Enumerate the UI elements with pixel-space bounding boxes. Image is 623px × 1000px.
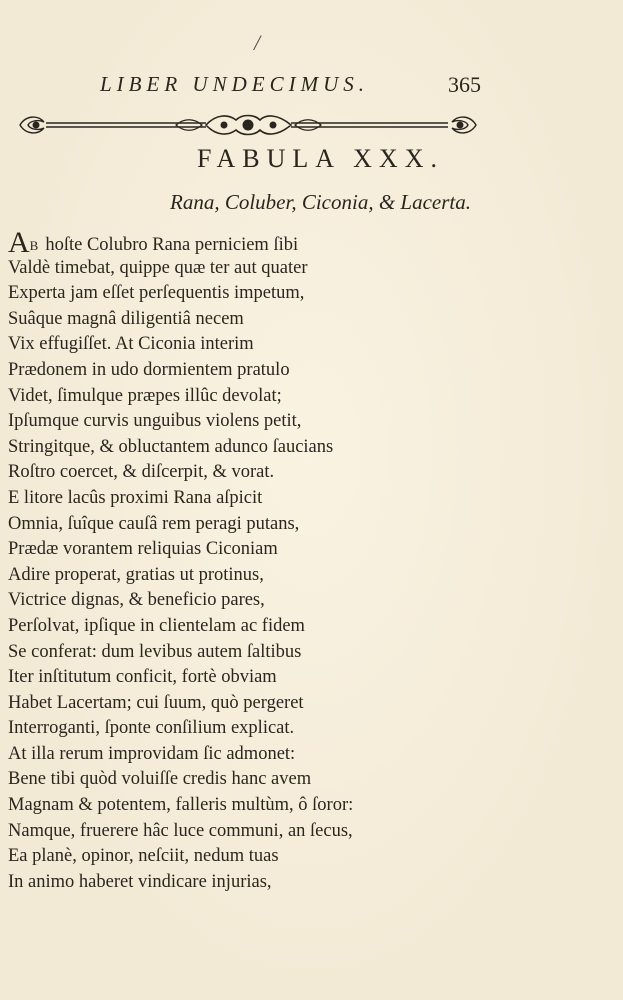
verse-line: Valdè timebat, quippe quæ ter aut quater [8,257,308,278]
verse-line: Magnam & potentem, falleris multùm, ô ſoror: [8,795,354,816]
verse-line: Perſolvat, ipſique in clientelam ac fidem [8,615,305,636]
verse-line: Interroganti, ſponte conſilium explicat. [8,718,295,739]
verse-line: Namque, fruerere hâc luce communi, an ſecus, [8,820,353,841]
verse-line: Habet Lacertam; cui ſuum, quò pergeret [8,692,304,713]
verse-line: Roſtro coercet, & diſcerpit, & vorat. [8,462,275,483]
verse-line: Iter inſtitutum conficit, fortè obviam [8,667,277,688]
verse-line: Suâque magnâ diligentiâ necem [8,308,244,329]
ornament-rule [16,110,480,140]
fable-subtitle: Rana, Coluber, Ciconia, & Lacerta. [170,190,471,214]
initial-letter: A [8,226,30,259]
verse-line: Experta jam eſſet perſequentis impetum, [8,283,305,304]
verse-text [8,226,488,895]
verse-line: E litore lacûs proximi Rana aſpicit [8,487,263,508]
verse-line: Videt, ſimulque præpes illûc devolat; [8,385,282,406]
verse-line: Omnia, ſuîque cauſâ rem peragi putans, [8,513,300,534]
verse-line: Vix effugiſſet. At Ciconia interim [8,334,254,355]
verse-line: Se conferat: dum levibus autem ſaltibus [8,641,302,662]
verse-line: Ipſumque curvis unguibus violens petit, [8,411,302,432]
verse-line: Bene tibi quòd voluiſſe credis hanc avem [8,769,312,790]
running-head: LIBER UNDECIMUS. [100,72,369,96]
first-line-text: hoſte Colubro Rana perniciem ſibi [45,235,299,255]
pencil-mark: / [254,30,261,55]
verse-line: Prædonem in udo dormientem pratulo [8,359,290,380]
verse-line: Stringitque, & obluctantem adunco ſaucians [8,436,334,457]
verse-line-first [8,226,488,259]
verse-line: Victrice dignas, & beneficio pares, [8,590,265,611]
verse-line: Adire properat, gratias ut protinus, [8,564,264,585]
verse-line: At illa rerum improvidam ſic admonet: [8,743,296,764]
verse-line: Prædæ vorantem reliquias Ciconiam [8,539,278,560]
verse-line: In animo haberet vindicare injurias, [8,871,272,892]
fable-title: FABULA XXX. [197,144,444,173]
page-number: 365 [448,72,481,97]
initial-smallcap: B [29,238,40,253]
verse-line: Ea planè, opinor, neſciit, nedum tuas [8,846,279,867]
